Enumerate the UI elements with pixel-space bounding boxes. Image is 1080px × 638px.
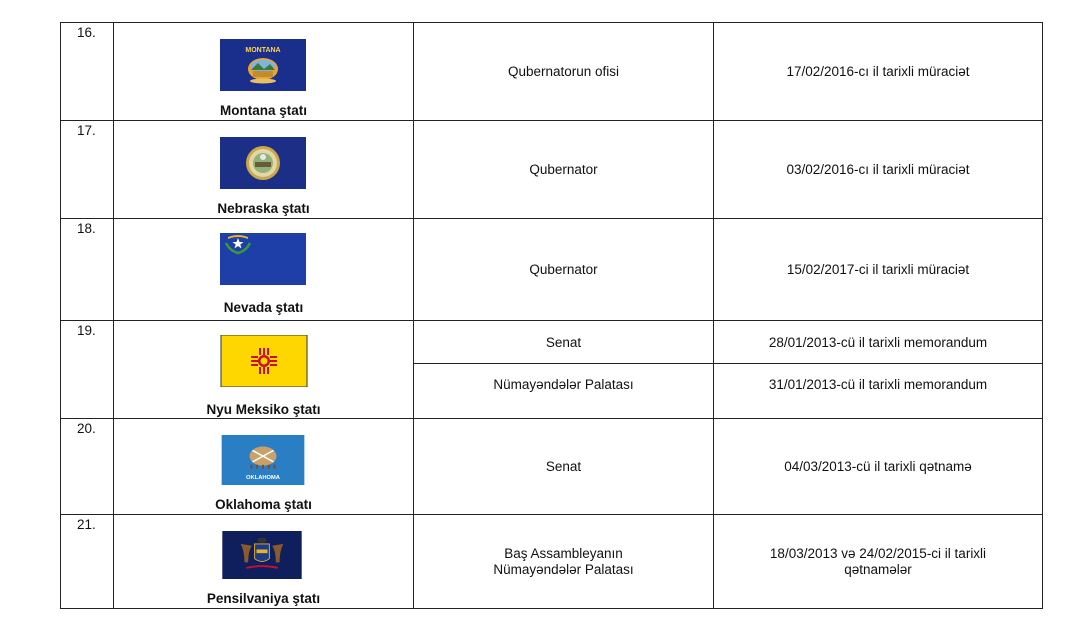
table-row [61, 219, 1043, 321]
state-name: Nyu Meksiko ştatı [206, 402, 321, 417]
pennsylvania-flag-icon [220, 531, 304, 579]
state-cell [114, 121, 414, 219]
svg-text:OKLAHOMA: OKLAHOMA [246, 475, 280, 482]
row-number: 18. [61, 219, 114, 321]
table-row [61, 321, 1043, 364]
row-number: 20. [61, 419, 114, 515]
document-cell [714, 515, 1043, 609]
svg-text:MONTANA: MONTANA [245, 47, 281, 54]
row-number: 17. [61, 121, 114, 219]
document-line: qətnamələr [844, 561, 912, 577]
row-number: 16. [61, 23, 114, 121]
states-table [60, 22, 1043, 609]
body-cell: Senat [414, 419, 714, 515]
body-cell: Qubernator [414, 121, 714, 219]
row-number: 21. [61, 515, 114, 609]
document-line: 18/03/2013 və 24/02/2015-ci il tarixli [769, 545, 987, 561]
nevada-flag-icon [220, 233, 306, 285]
document-cell: 04/03/2013-cü il tarixli qətnamə [714, 419, 1043, 515]
oklahoma-flag-icon [221, 435, 305, 485]
body-cell: Qubernator [414, 219, 714, 321]
state-name: Pensilvaniya ştatı [206, 591, 321, 606]
nebraska-flag-icon [220, 137, 306, 189]
document-cell: 28/01/2013-cü il tarixli memorandum [714, 321, 1043, 364]
state-cell [114, 23, 414, 121]
body-cell: Senat [414, 321, 714, 364]
table-row [61, 23, 1043, 121]
body-cell: Nümayəndələr Palatası [414, 364, 714, 419]
state-cell [114, 515, 414, 609]
table-row [61, 515, 1043, 609]
body-line: Nümayəndələr Palatası [493, 561, 634, 577]
document-cell: 31/01/2013-cü il tarixli memorandum [714, 364, 1043, 419]
state-name: Montana ştatı [219, 103, 307, 118]
document-cell: 17/02/2016-cı il tarixli müraciət [714, 23, 1043, 121]
state-name: Nebraska ştatı [217, 201, 310, 216]
body-line: Baş Assambleyanın [504, 545, 623, 561]
state-cell [114, 321, 414, 419]
state-name: Nevada ştatı [223, 300, 304, 315]
state-cell [114, 419, 414, 515]
montana-flag-icon [220, 39, 306, 91]
body-cell: Qubernatorun ofisi [414, 23, 714, 121]
document-cell: 15/02/2017-ci il tarixli müraciət [714, 219, 1043, 321]
new-mexico-flag-icon [220, 335, 308, 387]
body-cell [414, 515, 714, 609]
state-cell [114, 219, 414, 321]
table-row [61, 419, 1043, 515]
table-row [61, 121, 1043, 219]
row-number: 19. [61, 321, 114, 419]
document-cell: 03/02/2016-cı il tarixli müraciət [714, 121, 1043, 219]
state-name: Oklahoma ştatı [215, 497, 312, 512]
